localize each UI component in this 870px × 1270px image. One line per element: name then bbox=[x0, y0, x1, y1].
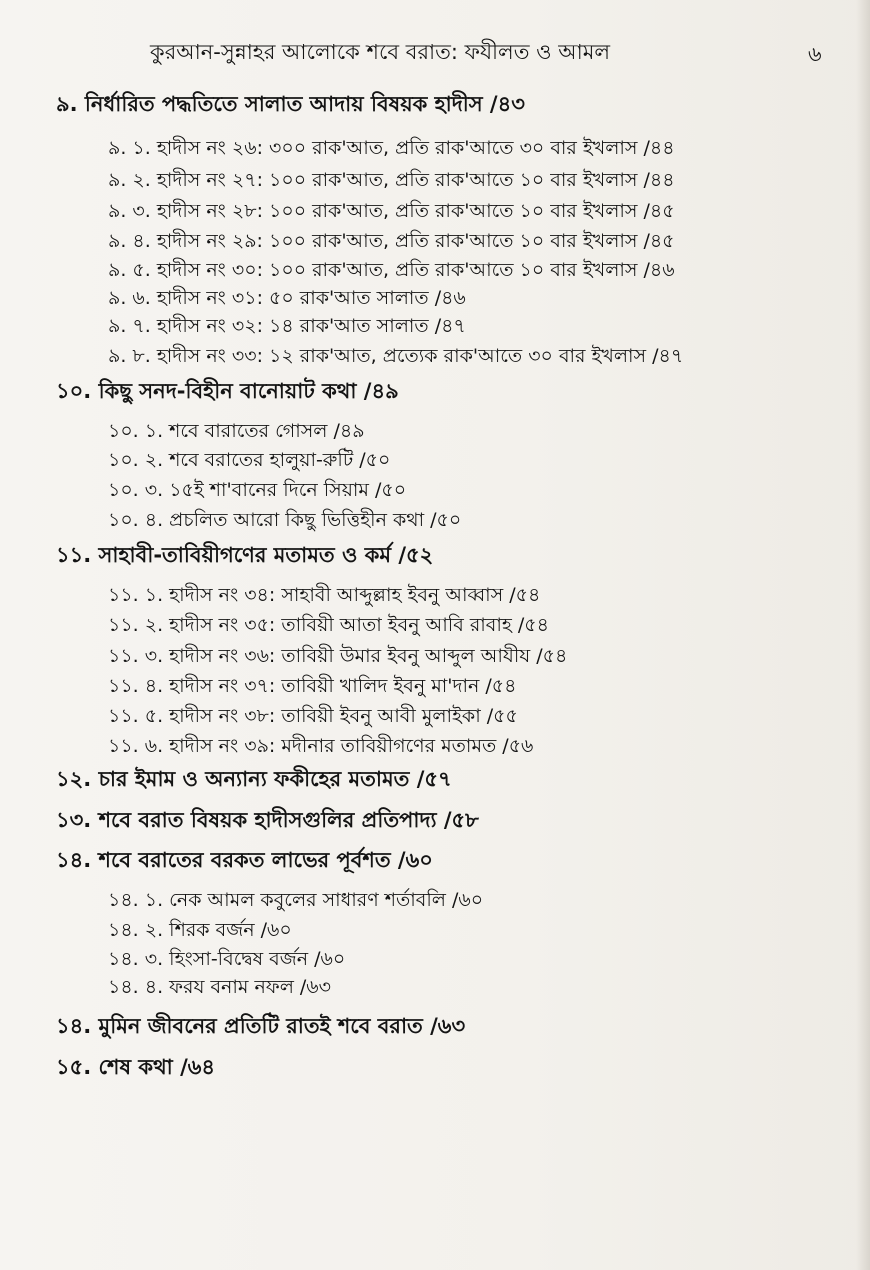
toc-section-10-1: ১০. ১. শবে বারাতের গোসল /৪৯ bbox=[108, 420, 365, 442]
toc-section-11-6: ১১. ৬. হাদীস নং ৩৯: মদীনার তাবিয়ীগণের মতামত /৫৬ bbox=[108, 735, 534, 757]
toc-chapter-14: ১৪. শবে বরাতের বরকত লাভের পূর্বশত /৬০ bbox=[56, 848, 433, 872]
toc-chapter-10: ১০. কিছু সনদ-বিহীন বানোয়াট কথা /৪৯ bbox=[56, 379, 399, 403]
toc-section-11-2: ১১. ২. হাদীস নং ৩৫: তাবিয়ী আতা ইবনু আবি রাবাহ /৫৪ bbox=[108, 614, 549, 636]
toc-section-10-2: ১০. ২. শবে বরাতের হালুয়া-রুটি /৫০ bbox=[108, 449, 391, 471]
toc-section-14-1: ১৪. ১. নেক আমল কবুলের সাধারণ শর্তাবলি /৬০ bbox=[108, 889, 484, 911]
running-header: কুরআন-সুন্নাহর আলোকে শবে বরাত: ফযীলত ও আমল bbox=[150, 40, 611, 64]
toc-chapter-11: ১১. সাহাবী-তাবিয়ীগণের মতামত ও কর্ম /৫২ bbox=[56, 543, 434, 567]
toc-section-14-3: ১৪. ৩. হিংসা-বিদ্বেষ বর্জন /৬০ bbox=[108, 948, 346, 970]
toc-section-9-6: ৯. ৬. হাদীস নং ৩১: ৫০ রাক'আত সালাত /৪৬ bbox=[108, 287, 466, 309]
toc-chapter-9: ৯. নির্ধারিত পদ্ধতিতে সালাত আদায় বিষয়ক হাদীস /৪৩ bbox=[56, 92, 525, 116]
page-number: ৬ bbox=[808, 42, 822, 66]
toc-section-11-4: ১১. ৪. হাদীস নং ৩৭: তাবিয়ী খালিদ ইবনু মা'দান /৫৪ bbox=[108, 675, 517, 697]
toc-section-9-1: ৯. ১. হাদীস নং ২৬: ৩০০ রাক'আত, প্রতি রাক'আতে ৩০ বার ইখলাস /৪৪ bbox=[108, 137, 675, 159]
toc-section-10-4: ১০. ৪. প্রচলিত আরো কিছু ভিত্তিহীন কথা /৫০ bbox=[108, 509, 462, 531]
toc-section-10-3: ১০. ৩. ১৫ই শা'বানের দিনে সিয়াম /৫০ bbox=[108, 479, 407, 501]
toc-section-9-5: ৯. ৫. হাদীস নং ৩০: ১০০ রাক'আত, প্রতি রাক'আতে ১০ বার ইখলাস /৪৬ bbox=[108, 259, 675, 281]
toc-chapter-15: ১৫. শেষ কথা /৬৪ bbox=[56, 1055, 216, 1079]
toc-section-11-5: ১১. ৫. হাদীস নং ৩৮: তাবিয়ী ইবনু আবী মুলাইকা /৫৫ bbox=[108, 705, 518, 727]
toc-section-14-4: ১৪. ৪. ফরয বনাম নফল /৬৩ bbox=[108, 976, 332, 998]
toc-chapter-13: ১৩. শবে বরাত বিষয়ক হাদীসগুলির প্রতিপাদ্য /৫৮ bbox=[56, 808, 479, 832]
toc-section-9-2: ৯. ২. হাদীস নং ২৭: ১০০ রাক'আত, প্রতি রাক'আতে ১০ বার ইখলাস /৪৪ bbox=[108, 169, 675, 191]
toc-chapter-14-mumin: ১৪. মুমিন জীবনের প্রতিটি রাতই শবে বরাত /৬৩ bbox=[56, 1014, 466, 1038]
toc-section-14-2: ১৪. ২. শিরক বর্জন /৬০ bbox=[108, 919, 292, 941]
toc-chapter-12: ১২. চার ইমাম ও অন্যান্য ফকীহের মতামত /৫৭ bbox=[56, 767, 452, 791]
toc-section-9-7: ৯. ৭. হাদীস নং ৩২: ১৪ রাক'আত সালাত /৪৭ bbox=[108, 315, 466, 337]
toc-section-9-3: ৯. ৩. হাদীস নং ২৮: ১০০ রাক'আত, প্রতি রাক'আতে ১০ বার ইখলাস /৪৫ bbox=[108, 200, 675, 222]
toc-section-9-4: ৯. ৪. হাদীস নং ২৯: ১০০ রাক'আত, প্রতি রাক'আতে ১০ বার ইখলাস /৪৫ bbox=[108, 230, 675, 252]
toc-section-9-8: ৯. ৮. হাদীস নং ৩৩: ১২ রাক'আত, প্রত্যেক রাক'আতে ৩০ বার ইখলাস /৪৭ bbox=[108, 345, 684, 367]
toc-section-11-3: ১১. ৩. হাদীস নং ৩৬: তাবিয়ী উমার ইবনু আব্দুল আযীয /৫৪ bbox=[108, 645, 568, 667]
toc-section-11-1: ১১. ১. হাদীস নং ৩৪: সাহাবী আব্দুল্লাহ ইবনু আব্বাস /৫৪ bbox=[108, 584, 541, 606]
